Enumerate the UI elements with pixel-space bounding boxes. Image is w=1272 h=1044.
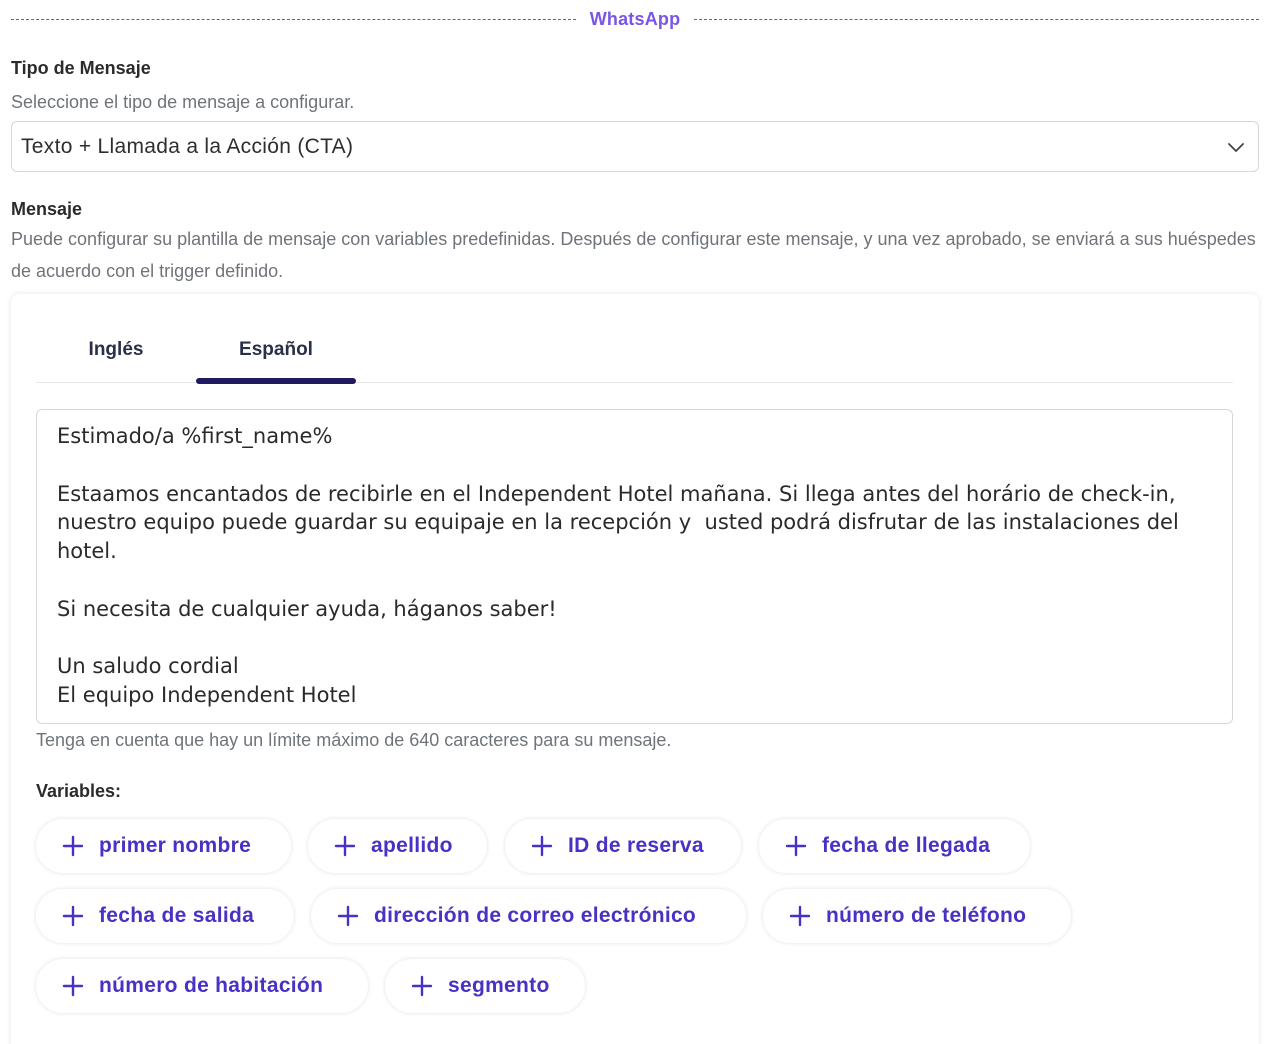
- tab-label: Inglés: [88, 338, 144, 360]
- variable-chip[interactable]: [505, 819, 741, 873]
- plus-icon: [789, 905, 811, 927]
- character-limit-note: Tenga en cuenta que hay un límite máximo de 640 caracteres para su mensaje.: [36, 730, 672, 750]
- plus-icon: [62, 835, 84, 857]
- variable-chip-label: segmento: [448, 974, 550, 997]
- divider-line-right: [694, 19, 1259, 20]
- plus-icon: [785, 835, 807, 857]
- message-type-help: Seleccione el tipo de mensaje a configurar.: [11, 92, 355, 112]
- divider-line-left: [11, 19, 576, 20]
- message-type-label: Tipo de Mensaje: [11, 58, 151, 78]
- section-title: WhatsApp: [589, 8, 681, 29]
- variable-chip[interactable]: [36, 889, 294, 943]
- variable-chip-label: fecha de llegada: [822, 834, 991, 857]
- chevron-down-icon: [1224, 135, 1248, 159]
- language-tabs: [36, 316, 1233, 383]
- variable-chip[interactable]: [36, 819, 291, 873]
- variable-chip[interactable]: [763, 889, 1071, 943]
- variable-chip-label: número de teléfono: [826, 904, 1027, 927]
- plus-icon: [337, 905, 359, 927]
- variable-chip-label: primer nombre: [99, 834, 252, 857]
- variable-chip[interactable]: [308, 819, 487, 873]
- variable-chip[interactable]: [759, 819, 1030, 873]
- variable-chip[interactable]: [36, 959, 368, 1013]
- tab-label: Español: [239, 338, 313, 360]
- message-label: Mensaje: [11, 199, 83, 219]
- variables-label: Variables:: [36, 781, 122, 801]
- variable-chip[interactable]: [311, 889, 746, 943]
- plus-icon: [62, 905, 84, 927]
- plus-icon: [334, 835, 356, 857]
- plus-icon: [411, 975, 433, 997]
- variable-chip-label: número de habitación: [99, 974, 324, 997]
- message-type-selected-value: Texto + Llamada a la Acción (CTA): [21, 134, 354, 158]
- variable-chip-label: ID de reserva: [568, 834, 704, 857]
- variable-chip-label: fecha de salida: [99, 904, 255, 927]
- plus-icon: [531, 835, 553, 857]
- variable-chip[interactable]: [385, 959, 585, 1013]
- message-editor-card: [11, 294, 1259, 1044]
- tab-english[interactable]: [36, 316, 196, 383]
- message-type-select[interactable]: [11, 121, 1259, 172]
- message-help: Puede configurar su plantilla de mensaje con variables predefinidas. Después de configurar este mensaje, y una vez aprobado, se enviará a sus huéspedes de acuerdo con el trigger definido.: [11, 229, 1256, 281]
- variable-chip-label: apellido: [371, 834, 453, 857]
- plus-icon: [62, 975, 84, 997]
- message-textarea[interactable]: Estimado/a %first_name% Estaamos encantados de recibirle en el Independent Hotel mañana. Si llega antes del horário de check-in, nuestro equipo puede guardar su equipaje en la recepción y usted podrá disfrutar de las instalaciones del hotel. Si necesita de cualquier ayuda, háganos saber! Un saludo cordial El equipo Independent Hotel: [36, 409, 1233, 724]
- variable-chip-label: dirección de correo electrónico: [374, 904, 697, 927]
- section-divider: [11, 8, 1259, 30]
- tab-spanish[interactable]: [196, 316, 356, 383]
